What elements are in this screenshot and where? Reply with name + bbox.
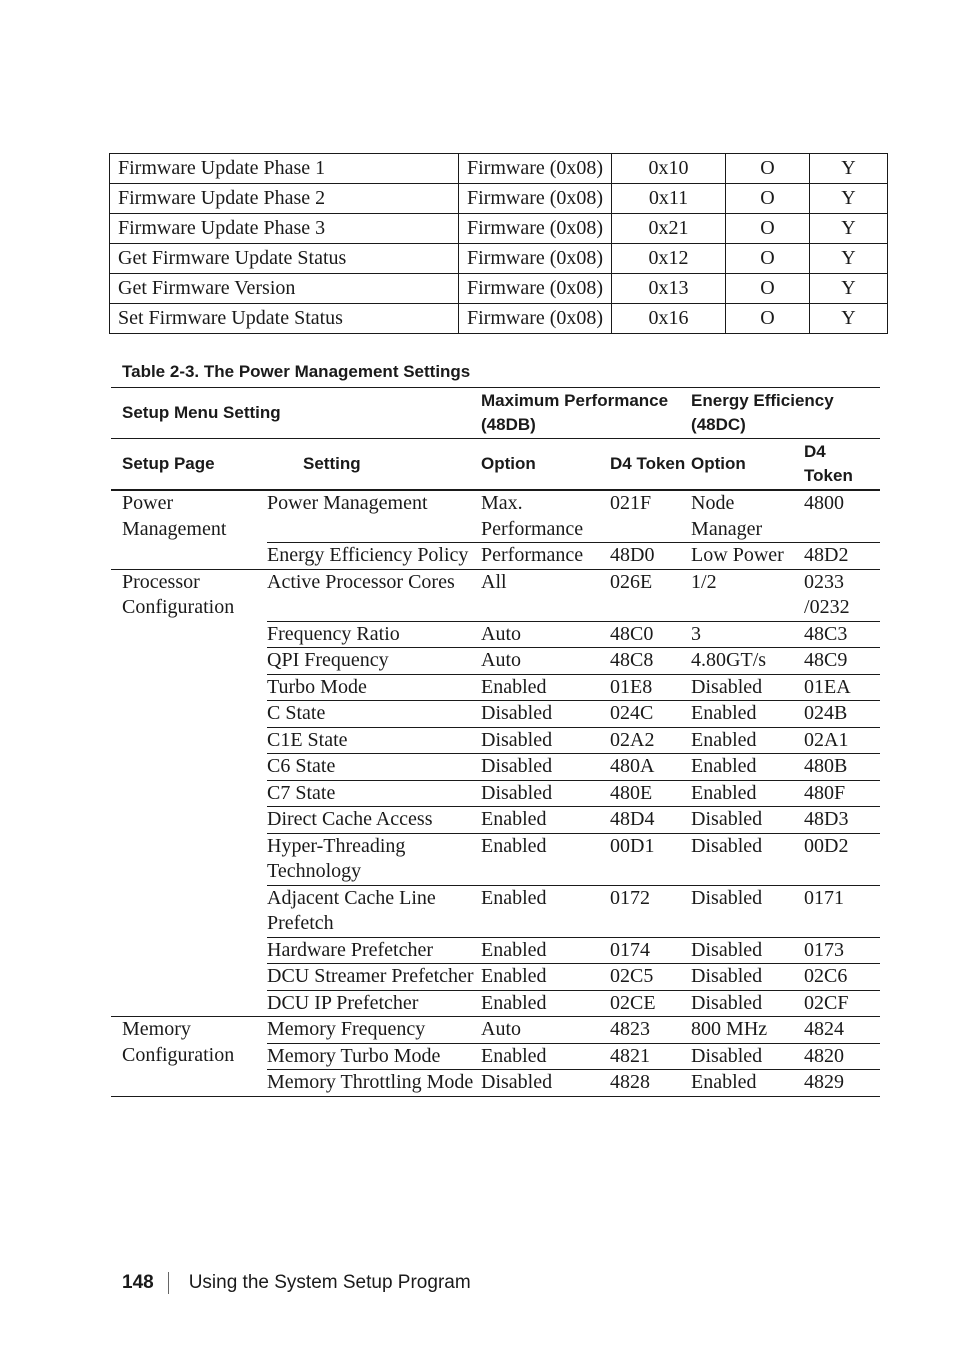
- energy-efficiency-option: Enabled: [691, 754, 804, 781]
- energy-efficiency-token: 4829: [804, 1070, 880, 1097]
- energy-efficiency-token: 02C6: [804, 964, 880, 991]
- command-code: 0x11: [612, 184, 726, 214]
- table-row: [111, 490, 880, 543]
- max-performance-option: Performance: [481, 543, 610, 570]
- max-performance-token: 02CE: [610, 990, 691, 1017]
- y-flag: Y: [810, 154, 888, 184]
- max-performance-option: Enabled: [481, 674, 610, 701]
- energy-efficiency-token: 48C3: [804, 621, 880, 648]
- firmware-commands-body: [110, 154, 888, 334]
- energy-efficiency-option: Disabled: [691, 990, 804, 1017]
- table-caption: Table 2-3. The Power Management Settings: [122, 362, 471, 381]
- energy-efficiency-option: Disabled: [691, 674, 804, 701]
- max-performance-option: Disabled: [481, 780, 610, 807]
- table-row: [111, 569, 880, 621]
- max-performance-token: 480A: [610, 754, 691, 781]
- max-performance-option: Auto: [481, 621, 610, 648]
- max-performance-option: Enabled: [481, 964, 610, 991]
- setting-name: C6 State: [267, 754, 481, 781]
- max-performance-token: 02A2: [610, 727, 691, 754]
- command-name: Firmware Update Phase 2: [110, 184, 459, 214]
- footer-divider: [168, 1272, 169, 1294]
- setup-page: Power Management: [111, 490, 267, 569]
- y-flag: Y: [810, 244, 888, 274]
- header-maximum-performance: Maximum Performance (48DB): [481, 388, 691, 439]
- header-token-ee: D4 Token: [804, 439, 880, 491]
- energy-efficiency-option: Disabled: [691, 885, 804, 937]
- setup-page: Memory Configuration: [111, 1017, 267, 1097]
- max-performance-token: 480E: [610, 780, 691, 807]
- setting-name: C1E State: [267, 727, 481, 754]
- y-flag: Y: [810, 184, 888, 214]
- max-performance-token: 4828: [610, 1070, 691, 1097]
- max-performance-option: Disabled: [481, 1070, 610, 1097]
- energy-efficiency-option: Node Manager: [691, 490, 804, 543]
- header-token-max: D4 Token: [610, 439, 691, 491]
- energy-efficiency-token: 0171: [804, 885, 880, 937]
- setting-name: Direct Cache Access: [267, 807, 481, 834]
- o-flag: O: [726, 274, 810, 304]
- o-flag: O: [726, 214, 810, 244]
- energy-efficiency-token: 0233 /0232: [804, 569, 880, 621]
- max-performance-token: 0174: [610, 937, 691, 964]
- max-performance-token: 024C: [610, 701, 691, 728]
- energy-efficiency-option: 1/2: [691, 569, 804, 621]
- max-performance-token: 026E: [610, 569, 691, 621]
- energy-efficiency-option: Enabled: [691, 1070, 804, 1097]
- netfn: Firmware (0x08): [459, 154, 612, 184]
- table-header: [111, 388, 880, 491]
- max-performance-option: Enabled: [481, 1043, 610, 1070]
- setting-name: Adjacent Cache Line Prefetch: [267, 885, 481, 937]
- energy-efficiency-option: Disabled: [691, 937, 804, 964]
- setting-name: Memory Turbo Mode: [267, 1043, 481, 1070]
- max-performance-option: Enabled: [481, 833, 610, 885]
- power-management-table: [111, 387, 880, 1097]
- setting-name: Hardware Prefetcher: [267, 937, 481, 964]
- setting-name: Hyper-Threading Technology: [267, 833, 481, 885]
- energy-efficiency-token: 48D3: [804, 807, 880, 834]
- header-setup-menu-setting: Setup Menu Setting: [111, 388, 481, 439]
- setting-name: Frequency Ratio: [267, 621, 481, 648]
- energy-efficiency-option: Disabled: [691, 833, 804, 885]
- max-performance-token: 01E8: [610, 674, 691, 701]
- header-setting: Setting: [267, 439, 481, 491]
- command-code: 0x12: [612, 244, 726, 274]
- command-name: Set Firmware Update Status: [110, 304, 459, 334]
- energy-efficiency-token: 4824: [804, 1017, 880, 1044]
- setting-name: Memory Frequency: [267, 1017, 481, 1044]
- max-performance-option: Auto: [481, 648, 610, 675]
- energy-efficiency-token: 4800: [804, 490, 880, 543]
- setting-name: Memory Throttling Mode: [267, 1070, 481, 1097]
- energy-efficiency-token: 480F: [804, 780, 880, 807]
- setting-name: Turbo Mode: [267, 674, 481, 701]
- energy-efficiency-option: Disabled: [691, 807, 804, 834]
- max-performance-token: 48C8: [610, 648, 691, 675]
- setting-name: DCU IP Prefetcher: [267, 990, 481, 1017]
- header-energy-efficiency: Energy Efficiency (48DC): [691, 388, 880, 439]
- setting-name: QPI Frequency: [267, 648, 481, 675]
- max-performance-option: Enabled: [481, 807, 610, 834]
- energy-efficiency-option: Low Power: [691, 543, 804, 570]
- max-performance-option: Disabled: [481, 754, 610, 781]
- table-row: [110, 214, 888, 244]
- max-performance-token: 02C5: [610, 964, 691, 991]
- energy-efficiency-option: 4.80GT/s: [691, 648, 804, 675]
- command-code: 0x21: [612, 214, 726, 244]
- energy-efficiency-option: Disabled: [691, 964, 804, 991]
- table-row: [110, 274, 888, 304]
- setting-name: Power Management: [267, 490, 481, 543]
- table-row: [110, 244, 888, 274]
- header-option-max: Option: [481, 439, 610, 491]
- max-performance-token: 48D4: [610, 807, 691, 834]
- netfn: Firmware (0x08): [459, 274, 612, 304]
- footer-section-title: Using the System Setup Program: [188, 1272, 471, 1294]
- max-performance-option: Disabled: [481, 701, 610, 728]
- o-flag: O: [726, 304, 810, 334]
- setting-name: C7 State: [267, 780, 481, 807]
- y-flag: Y: [810, 274, 888, 304]
- o-flag: O: [726, 184, 810, 214]
- y-flag: Y: [810, 304, 888, 334]
- energy-efficiency-option: Enabled: [691, 727, 804, 754]
- power-management-body: [111, 490, 880, 1096]
- command-name: Get Firmware Update Status: [110, 244, 459, 274]
- command-code: 0x10: [612, 154, 726, 184]
- energy-efficiency-token: 02CF: [804, 990, 880, 1017]
- max-performance-token: 48C0: [610, 621, 691, 648]
- energy-efficiency-option: 800 MHz: [691, 1017, 804, 1044]
- setting-name: C State: [267, 701, 481, 728]
- energy-efficiency-token: 01EA: [804, 674, 880, 701]
- energy-efficiency-token: 48D2: [804, 543, 880, 570]
- page-number: 148: [122, 1272, 154, 1294]
- max-performance-option: Auto: [481, 1017, 610, 1044]
- max-performance-option: All: [481, 569, 610, 621]
- firmware-commands-table: [109, 153, 888, 334]
- o-flag: O: [726, 154, 810, 184]
- max-performance-token: 4823: [610, 1017, 691, 1044]
- setup-page: Processor Configuration: [111, 569, 267, 1017]
- o-flag: O: [726, 244, 810, 274]
- max-performance-token: 0172: [610, 885, 691, 937]
- page-footer: [122, 1272, 471, 1294]
- command-name: Firmware Update Phase 1: [110, 154, 459, 184]
- energy-efficiency-token: 48C9: [804, 648, 880, 675]
- energy-efficiency-option: Enabled: [691, 780, 804, 807]
- table-row: [110, 154, 888, 184]
- energy-efficiency-option: 3: [691, 621, 804, 648]
- max-performance-token: 021F: [610, 490, 691, 543]
- table-row: [110, 184, 888, 214]
- header-option-ee: Option: [691, 439, 804, 491]
- energy-efficiency-token: 4820: [804, 1043, 880, 1070]
- max-performance-token: 48D0: [610, 543, 691, 570]
- max-performance-option: Disabled: [481, 727, 610, 754]
- max-performance-option: Enabled: [481, 885, 610, 937]
- netfn: Firmware (0x08): [459, 244, 612, 274]
- max-performance-option: Enabled: [481, 990, 610, 1017]
- netfn: Firmware (0x08): [459, 184, 612, 214]
- max-performance-option: Max. Performance: [481, 490, 610, 543]
- energy-efficiency-token: 0173: [804, 937, 880, 964]
- energy-efficiency-option: Enabled: [691, 701, 804, 728]
- energy-efficiency-token: 02A1: [804, 727, 880, 754]
- energy-efficiency-option: Disabled: [691, 1043, 804, 1070]
- netfn: Firmware (0x08): [459, 304, 612, 334]
- table-row: [110, 304, 888, 334]
- max-performance-token: 4821: [610, 1043, 691, 1070]
- energy-efficiency-token: 024B: [804, 701, 880, 728]
- command-name: Firmware Update Phase 3: [110, 214, 459, 244]
- header-setup-page: Setup Page: [111, 439, 267, 491]
- setting-name: Energy Efficiency Policy: [267, 543, 481, 570]
- max-performance-option: Enabled: [481, 937, 610, 964]
- energy-efficiency-token: 480B: [804, 754, 880, 781]
- setting-name: Active Processor Cores: [267, 569, 481, 621]
- energy-efficiency-token: 00D2: [804, 833, 880, 885]
- max-performance-token: 00D1: [610, 833, 691, 885]
- table-row: [111, 1017, 880, 1044]
- command-name: Get Firmware Version: [110, 274, 459, 304]
- y-flag: Y: [810, 214, 888, 244]
- netfn: Firmware (0x08): [459, 214, 612, 244]
- command-code: 0x16: [612, 304, 726, 334]
- command-code: 0x13: [612, 274, 726, 304]
- setting-name: DCU Streamer Prefetcher: [267, 964, 481, 991]
